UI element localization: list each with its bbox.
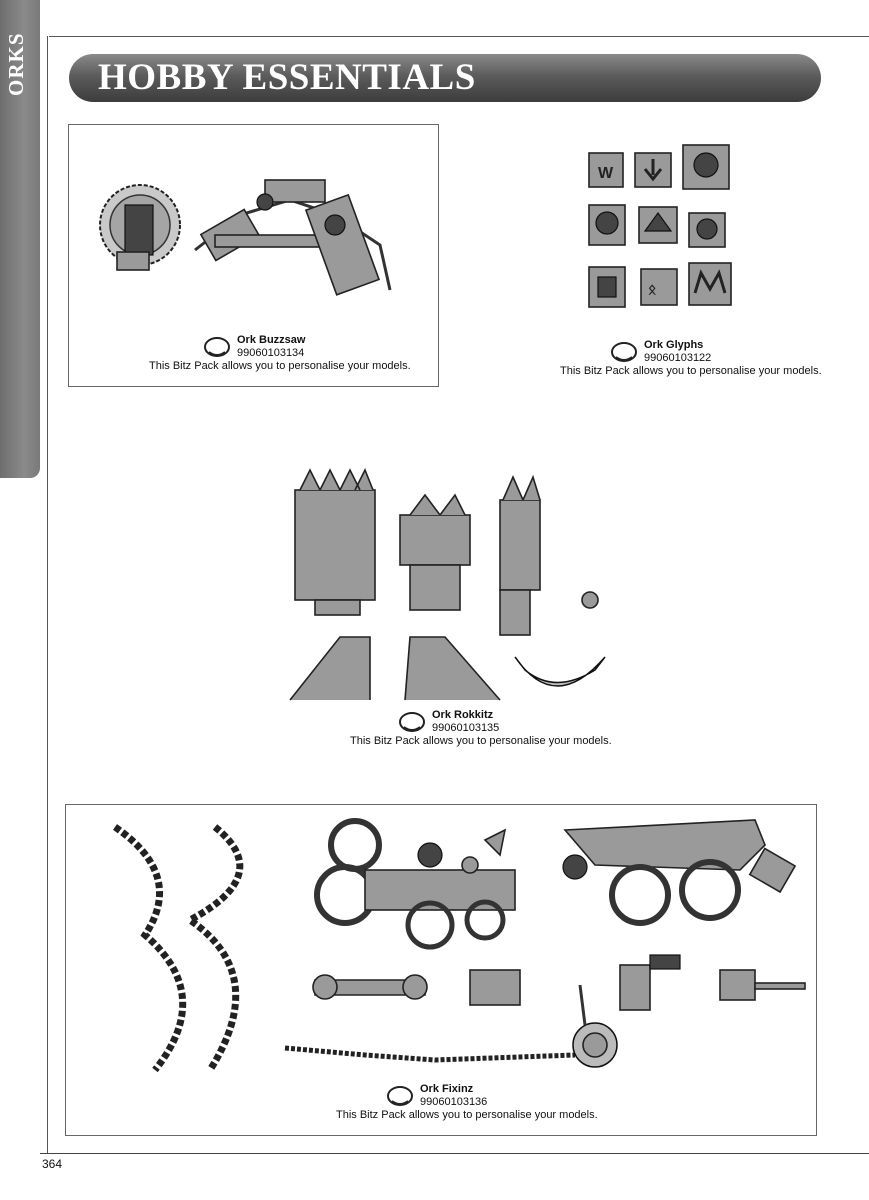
product-code: 99060103136 xyxy=(420,1096,488,1108)
chain-and-saw xyxy=(285,985,617,1067)
svg-text:ᛟ: ᛟ xyxy=(648,281,657,297)
clamps-and-gears xyxy=(317,821,515,947)
saw-blade xyxy=(100,185,180,270)
rokkitz-image xyxy=(285,465,615,710)
product-caption-fixinz xyxy=(336,1083,598,1122)
product-description: This Bitz Pack allows you to personalise your models. xyxy=(336,1109,598,1121)
glyphs-image xyxy=(585,143,735,313)
product-description: This Bitz Pack allows you to personalise your models. xyxy=(149,360,411,372)
product-name: Ork Rokkitz xyxy=(432,709,494,721)
games-workshop-logo-icon xyxy=(610,341,638,363)
fixinz-image xyxy=(75,815,810,1085)
games-workshop-logo-icon xyxy=(386,1085,414,1107)
product-caption-buzzsaw xyxy=(149,334,411,373)
page-number: 364 xyxy=(42,1157,63,1171)
armour-plate xyxy=(563,820,795,923)
product-caption-rokkitz xyxy=(350,709,612,748)
section-label: ORKS xyxy=(4,32,28,96)
rokkit-rack xyxy=(295,470,375,615)
frame-bottom-rule xyxy=(40,1153,869,1154)
games-workshop-logo-icon xyxy=(203,336,231,358)
svg-text:W: W xyxy=(598,165,614,182)
product-caption-glyphs xyxy=(560,339,822,378)
wrench-and-tools xyxy=(313,955,805,1010)
product-code: 99060103134 xyxy=(237,347,305,359)
product-code: 99060103135 xyxy=(432,722,500,734)
games-workshop-logo-icon xyxy=(398,711,426,733)
page-title: HOBBY ESSENTIALS xyxy=(98,57,476,98)
buzzsaw-image xyxy=(95,160,415,300)
frame-top-rule xyxy=(49,36,869,37)
buzzsaw-arm xyxy=(195,180,390,295)
product-description: This Bitz Pack allows you to personalise your models. xyxy=(350,735,612,747)
product-name: Ork Buzzsaw xyxy=(237,334,306,346)
product-name: Ork Fixinz xyxy=(420,1083,474,1095)
product-description: This Bitz Pack allows you to personalise your models. xyxy=(560,365,822,377)
frame-left-rule xyxy=(47,36,48,1154)
rokkit-launcher xyxy=(500,477,598,635)
rokkit-struts xyxy=(290,637,605,700)
product-name: Ork Glyphs xyxy=(644,339,704,351)
rokkit-pack xyxy=(400,495,470,610)
product-code: 99060103122 xyxy=(644,352,712,364)
chain-left xyxy=(115,827,240,1070)
